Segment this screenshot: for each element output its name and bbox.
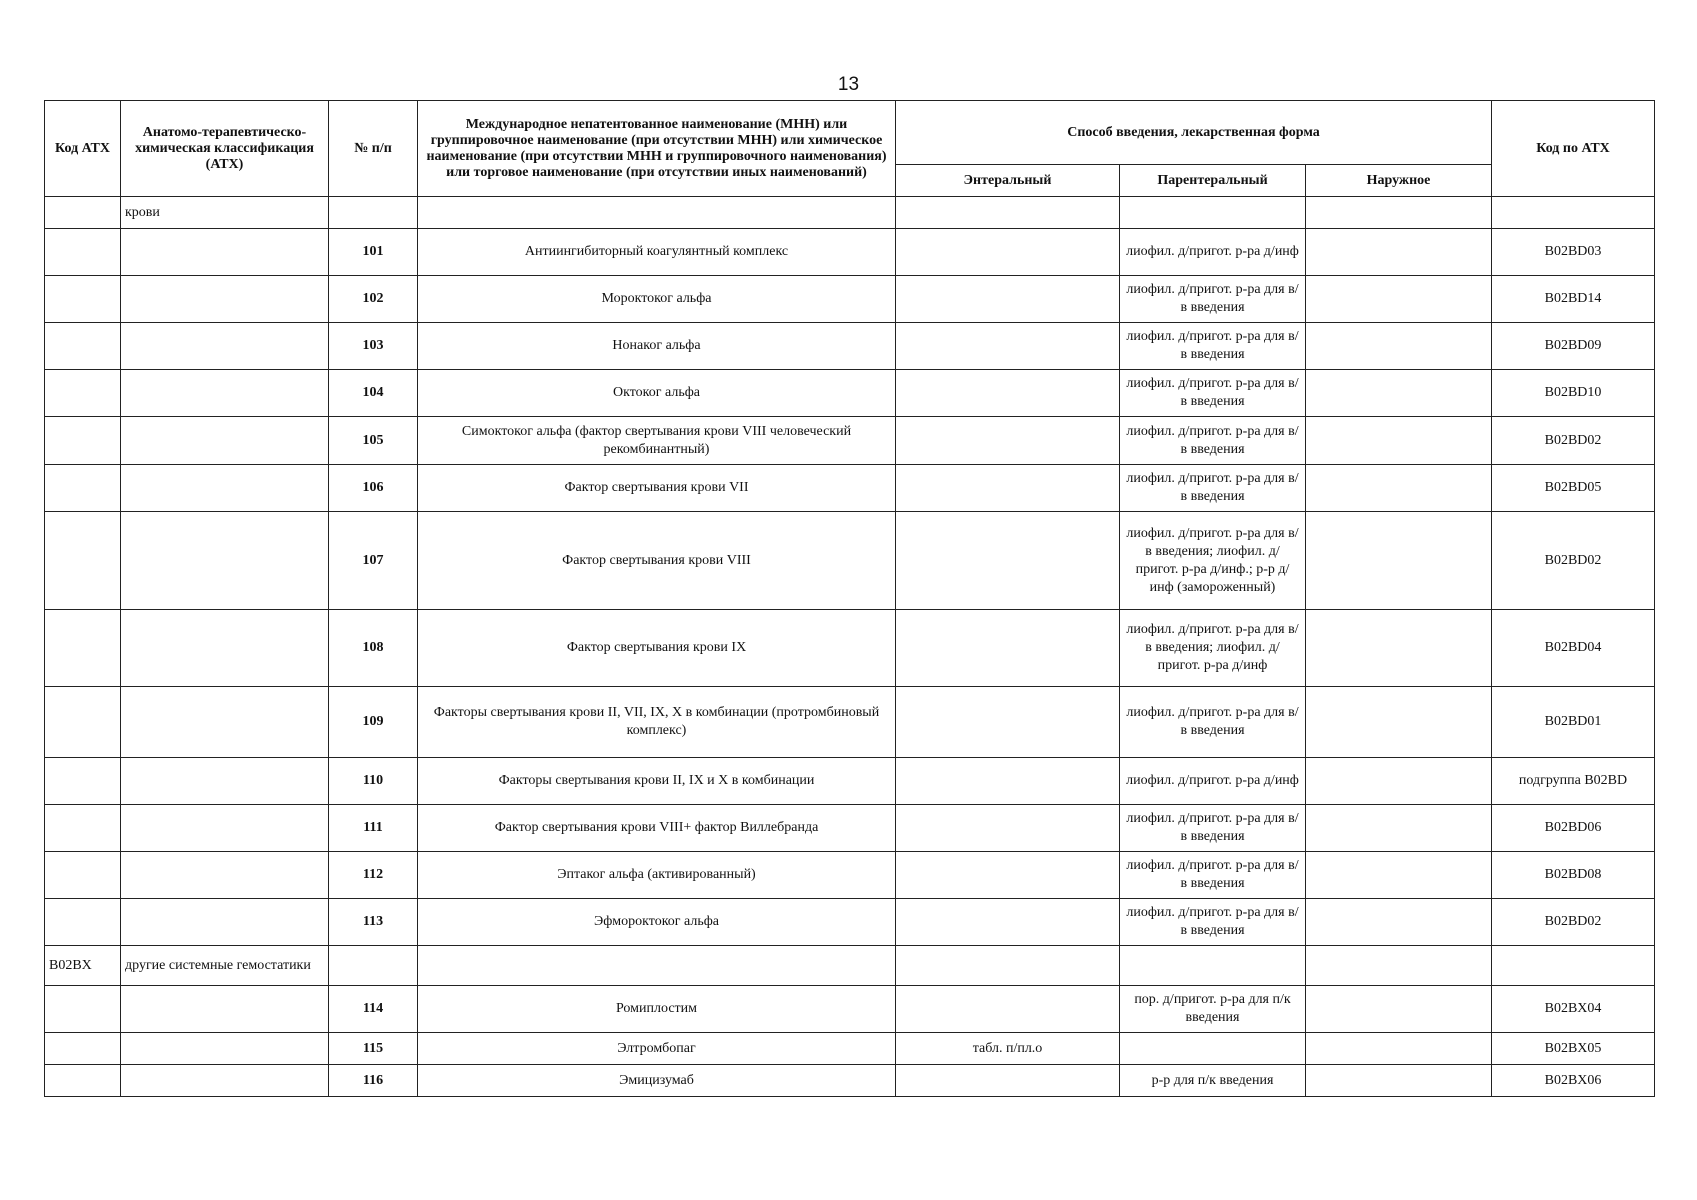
table-row: [45, 512, 1655, 610]
table-row: [45, 276, 1655, 323]
drug-name: Фактор свертывания крови VIII+ фактор Виллебранда: [418, 805, 896, 852]
atc-group-code: [45, 1065, 121, 1097]
external-form: [1306, 229, 1492, 276]
row-number: 102: [329, 276, 418, 323]
drug-name: Антиингибиторный коагулянтный комплекс: [418, 229, 896, 276]
atc-classification: [121, 687, 329, 758]
external-form: [1306, 1065, 1492, 1097]
enteral-form: [896, 687, 1120, 758]
row-number: 109: [329, 687, 418, 758]
external-form: [1306, 197, 1492, 229]
table-row: [45, 758, 1655, 805]
header-classification: Анатомо-терапевтическо-химическая классификация (АТХ): [121, 101, 329, 197]
drug-name: Симоктоког альфа (фактор свертывания крови VIII человеческий рекомбинантный): [418, 417, 896, 465]
table-row: [45, 899, 1655, 946]
atc-code: B02BX04: [1492, 986, 1655, 1033]
atc-classification: [121, 899, 329, 946]
external-form: [1306, 758, 1492, 805]
parenteral-form: лиофил. д/пригот. р-ра для в/в введения; лиофил. д/пригот. р-ра д/инф.; р-р д/инф (замороженный): [1120, 512, 1306, 610]
table-row: [45, 1065, 1655, 1097]
atc-group-code: [45, 323, 121, 370]
enteral-form: [896, 986, 1120, 1033]
drug-name: Эмицизумаб: [418, 1065, 896, 1097]
atc-group-code: [45, 805, 121, 852]
parenteral-form: [1120, 1033, 1306, 1065]
external-form: [1306, 465, 1492, 512]
parenteral-form: [1120, 946, 1306, 986]
atc-classification: [121, 1033, 329, 1065]
table-row: [45, 610, 1655, 687]
atc-classification: крови: [121, 197, 329, 229]
header-external: Наружное: [1306, 165, 1492, 197]
table-row: [45, 465, 1655, 512]
row-number: 108: [329, 610, 418, 687]
enteral-form: [896, 465, 1120, 512]
atc-code: B02BD02: [1492, 512, 1655, 610]
table-row: [45, 417, 1655, 465]
parenteral-form: лиофил. д/пригот. р-ра для в/в введения: [1120, 276, 1306, 323]
enteral-form: [896, 370, 1120, 417]
atc-group-code: [45, 687, 121, 758]
atc-group-code: [45, 610, 121, 687]
row-number: 114: [329, 986, 418, 1033]
enteral-form: [896, 946, 1120, 986]
parenteral-form: лиофил. д/пригот. р-ра для в/в введения; лиофил. д/пригот. р-ра д/инф: [1120, 610, 1306, 687]
drug-name: Фактор свертывания крови VIII: [418, 512, 896, 610]
drug-table: [44, 100, 1655, 1097]
atc-group-code: [45, 852, 121, 899]
atc-group-code: B02BX: [45, 946, 121, 986]
atc-classification: [121, 512, 329, 610]
atc-group-code: [45, 899, 121, 946]
atc-code: B02BX05: [1492, 1033, 1655, 1065]
enteral-form: [896, 417, 1120, 465]
enteral-form: [896, 1065, 1120, 1097]
parenteral-form: лиофил. д/пригот. р-ра для в/в введения: [1120, 417, 1306, 465]
drug-name: Фактор свертывания крови IX: [418, 610, 896, 687]
row-number: 111: [329, 805, 418, 852]
enteral-form: [896, 276, 1120, 323]
drug-name: Факторы свертывания крови II, VII, IX, X в комбинации (протромбиновый комплекс): [418, 687, 896, 758]
enteral-form: [896, 852, 1120, 899]
table-row: [45, 687, 1655, 758]
atc-classification: другие системные гемостатики: [121, 946, 329, 986]
external-form: [1306, 276, 1492, 323]
external-form: [1306, 946, 1492, 986]
atc-group-code: [45, 1033, 121, 1065]
atc-classification: [121, 852, 329, 899]
parenteral-form: лиофил. д/пригот. р-ра д/инф: [1120, 758, 1306, 805]
row-number: 104: [329, 370, 418, 417]
atc-group-code: [45, 465, 121, 512]
drug-name: Эптаког альфа (активированный): [418, 852, 896, 899]
drug-name: [418, 946, 896, 986]
enteral-form: [896, 512, 1120, 610]
atc-classification: [121, 465, 329, 512]
external-form: [1306, 610, 1492, 687]
atc-classification: [121, 229, 329, 276]
atc-group-code: [45, 986, 121, 1033]
row-number: [329, 946, 418, 986]
enteral-form: [896, 758, 1120, 805]
atc-classification: [121, 805, 329, 852]
enteral-form: [896, 323, 1120, 370]
atc-group-code: [45, 417, 121, 465]
atc-code: B02BD05: [1492, 465, 1655, 512]
header-parenteral: Парентеральный: [1120, 165, 1306, 197]
parenteral-form: лиофил. д/пригот. р-ра для в/в введения: [1120, 370, 1306, 417]
enteral-form: [896, 610, 1120, 687]
atc-classification: [121, 610, 329, 687]
atc-code: B02BX06: [1492, 1065, 1655, 1097]
drug-name: Нонаког альфа: [418, 323, 896, 370]
table-row: [45, 370, 1655, 417]
atc-code: B02BD02: [1492, 899, 1655, 946]
table-row: [45, 229, 1655, 276]
external-form: [1306, 512, 1492, 610]
external-form: [1306, 323, 1492, 370]
atc-code: B02BD06: [1492, 805, 1655, 852]
enteral-form: [896, 229, 1120, 276]
atc-classification: [121, 758, 329, 805]
atc-classification: [121, 323, 329, 370]
atc-code: B02BD03: [1492, 229, 1655, 276]
atc-code: [1492, 197, 1655, 229]
external-form: [1306, 687, 1492, 758]
drug-name: Мороктоког альфа: [418, 276, 896, 323]
drug-name: Элтромбопаг: [418, 1033, 896, 1065]
atc-classification: [121, 276, 329, 323]
atc-code: B02BD10: [1492, 370, 1655, 417]
table-row: [45, 323, 1655, 370]
parenteral-form: лиофил. д/пригот. р-ра для в/в введения: [1120, 465, 1306, 512]
parenteral-form: лиофил. д/пригот. р-ра для в/в введения: [1120, 323, 1306, 370]
enteral-form: [896, 805, 1120, 852]
external-form: [1306, 852, 1492, 899]
parenteral-form: лиофил. д/пригот. р-ра д/инф: [1120, 229, 1306, 276]
atc-classification: [121, 370, 329, 417]
atc-code: подгруппа B02BD: [1492, 758, 1655, 805]
enteral-form: [896, 899, 1120, 946]
enteral-form: табл. п/пл.о: [896, 1033, 1120, 1065]
header-atc-code: Код АТХ: [45, 101, 121, 197]
parenteral-form: пор. д/пригот. р-ра для п/к введения: [1120, 986, 1306, 1033]
atc-classification: [121, 417, 329, 465]
row-number: 115: [329, 1033, 418, 1065]
atc-group-code: [45, 370, 121, 417]
drug-name: Ромиплостим: [418, 986, 896, 1033]
atc-code: [1492, 946, 1655, 986]
row-number: 107: [329, 512, 418, 610]
atc-code: B02BD04: [1492, 610, 1655, 687]
table-row: [45, 986, 1655, 1033]
row-number: 103: [329, 323, 418, 370]
parenteral-form: [1120, 197, 1306, 229]
atc-group-code: [45, 512, 121, 610]
external-form: [1306, 986, 1492, 1033]
row-number: 112: [329, 852, 418, 899]
parenteral-form: лиофил. д/пригот. р-ра для в/в введения: [1120, 899, 1306, 946]
row-number: 106: [329, 465, 418, 512]
parenteral-form: лиофил. д/пригот. р-ра для в/в введения: [1120, 687, 1306, 758]
table-row: [45, 805, 1655, 852]
atc-classification: [121, 986, 329, 1033]
parenteral-form: р-р для п/к введения: [1120, 1065, 1306, 1097]
row-number: 113: [329, 899, 418, 946]
atc-code: B02BD08: [1492, 852, 1655, 899]
enteral-form: [896, 197, 1120, 229]
table-row: [45, 946, 1655, 986]
header-name: Международное непатентованное наименование (МНН) или группировочное наименование (при отсутствии МНН) или химическое наименование (при отсутствии МНН и группировочного наименования) или торговое наименование (при отсутствии иных наименований): [418, 101, 896, 197]
row-number: 110: [329, 758, 418, 805]
drug-name: [418, 197, 896, 229]
parenteral-form: лиофил. д/пригот. р-ра для в/в введения: [1120, 852, 1306, 899]
table-row: [45, 197, 1655, 229]
external-form: [1306, 899, 1492, 946]
row-number: 101: [329, 229, 418, 276]
atc-group-code: [45, 197, 121, 229]
drug-name: Октоког альфа: [418, 370, 896, 417]
external-form: [1306, 805, 1492, 852]
atc-code: B02BD02: [1492, 417, 1655, 465]
atc-classification: [121, 1065, 329, 1097]
table-row: [45, 1033, 1655, 1065]
parenteral-form: лиофил. д/пригот. р-ра для в/в введения: [1120, 805, 1306, 852]
row-number: 105: [329, 417, 418, 465]
page-number: 13: [837, 74, 860, 95]
row-number: [329, 197, 418, 229]
external-form: [1306, 417, 1492, 465]
header-route-group: Способ введения, лекарственная форма: [896, 101, 1492, 165]
drug-name: Эфмороктоког альфа: [418, 899, 896, 946]
atc-code: B02BD01: [1492, 687, 1655, 758]
external-form: [1306, 370, 1492, 417]
atc-code: B02BD14: [1492, 276, 1655, 323]
table-row: [45, 852, 1655, 899]
drug-name: Фактор свертывания крови VII: [418, 465, 896, 512]
header-atc-ref: Код по АТХ: [1492, 101, 1655, 197]
atc-group-code: [45, 758, 121, 805]
atc-group-code: [45, 276, 121, 323]
drug-name: Факторы свертывания крови II, IX и X в комбинации: [418, 758, 896, 805]
row-number: 116: [329, 1065, 418, 1097]
atc-group-code: [45, 229, 121, 276]
header-enteral: Энтеральный: [896, 165, 1120, 197]
atc-code: B02BD09: [1492, 323, 1655, 370]
header-number: № п/п: [329, 101, 418, 197]
external-form: [1306, 1033, 1492, 1065]
